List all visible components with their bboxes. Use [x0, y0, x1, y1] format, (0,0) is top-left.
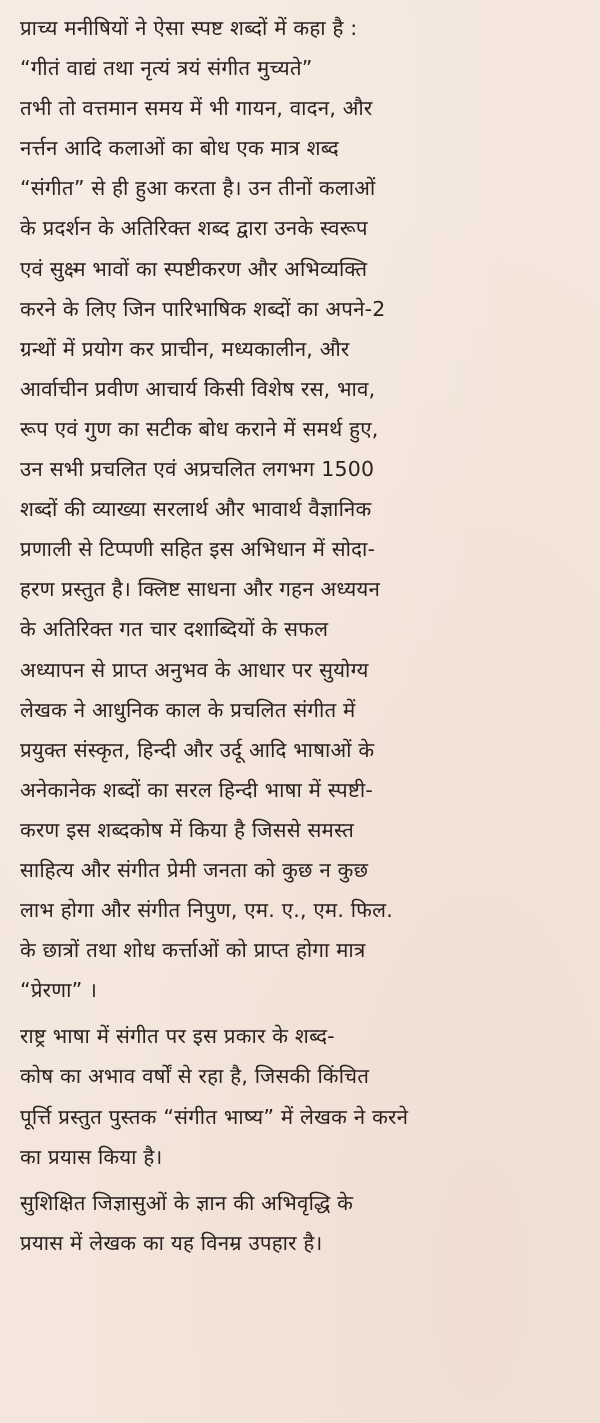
text-line: नर्त्तन आदि कलाओं का बोध एक मात्र शब्द — [20, 136, 339, 161]
paragraph-closing — [20, 1183, 590, 1263]
text-line-quote: “गीतं वाद्यं तथा नृत्यं त्रयं संगीत मुच्यते” — [20, 56, 313, 81]
text-line: साहित्य और संगीत प्रेमी जनता को कुछ न कुछ — [20, 857, 369, 882]
text-line: प्राच्य मनीषियों ने ऐसा स्पष्ट शब्दों में कहा है : — [20, 16, 358, 40]
text-line: तभी तो वत्तमान समय में भी गायन, वादन, और — [20, 96, 373, 121]
text-line: के प्रदर्शन के अतिरिक्त शब्द द्वारा उनके स्वरूप — [20, 216, 368, 241]
text-line: करने के लिए जिन पारिभाषिक शब्दों का अपने-2 — [20, 296, 386, 321]
text-line: हरण प्रस्तुत है। क्लिष्ट साधना और गहन अध्ययन — [20, 577, 381, 602]
text-line: शब्दों की व्याख्या सरलार्थ और भावार्थ वैज्ञानिक — [20, 497, 372, 522]
text-line: के छात्रों तथा शोध कर्त्ताओं को प्राप्त होगा मात्र — [20, 938, 366, 963]
text-line: अध्यापन से प्राप्त अनुभव के आधार पर सुयोग्य — [20, 657, 369, 682]
paragraph-intro — [20, 8, 590, 1010]
text-line: “संगीत” से ही हुआ करता है। उन तीनों कलाओं — [20, 176, 376, 201]
text-line: प्रयुक्त संस्कृत, हिन्दी और उर्दू आदि भाषाओं के — [20, 737, 375, 762]
text-line: लाभ होगा और संगीत निपुण, एम. ए., एम. फिल. — [20, 898, 393, 923]
text-line: प्रयास में लेखक का यह विनम्र उपहार है। — [20, 1230, 323, 1255]
text-line: पूर्त्ति प्रस्तुत पुस्तक “संगीत भाष्य” में लेखक ने करने — [20, 1104, 409, 1129]
text-line: आर्वाचीन प्रवीण आचार्य किसी विशेष रस, भाव, — [20, 376, 376, 401]
text-line: सुशिक्षित जिज्ञासुओं के ज्ञान की अभिवृद्धि के — [20, 1190, 354, 1215]
text-line: का प्रयास किया है। — [20, 1144, 163, 1169]
text-line: प्रणाली से टिप्पणी सहित इस अभिधान में सोदा- — [20, 537, 376, 562]
text-line: करण इस शब्दकोष में किया है जिससे समस्त — [20, 817, 355, 842]
text-line: ग्रन्थों में प्रयोग कर प्राचीन, मध्यकालीन, और — [20, 336, 350, 361]
paragraph-rashtra-bhasha — [20, 1016, 590, 1176]
text-line: “प्रेरणा” । — [20, 978, 98, 1003]
text-line: अनेकानेक शब्दों का सरल हिन्दी भाषा में स्पष्टी- — [20, 777, 373, 802]
text-line: रूप एवं गुण का सटीक बोध कराने में समर्थ हुए, — [20, 416, 379, 441]
text-line: लेखक ने आधुनिक काल के प्रचलित संगीत में — [20, 697, 356, 722]
text-line: उन सभी प्रचलित एवं अप्रचलित लगभग 1500 — [20, 457, 375, 482]
text-line: के अतिरिक्त गत चार दशाब्दियों के सफल — [20, 617, 329, 642]
text-line: एवं सुक्ष्म भावों का स्पष्टीकरण और अभिव्यक्ति — [20, 256, 368, 281]
text-line: कोष का अभाव वर्षों से रहा है, जिसकी किंचित — [20, 1064, 370, 1089]
text-line: राष्ट्र भाषा में संगीत पर इस प्रकार के शब्द- — [20, 1024, 335, 1049]
